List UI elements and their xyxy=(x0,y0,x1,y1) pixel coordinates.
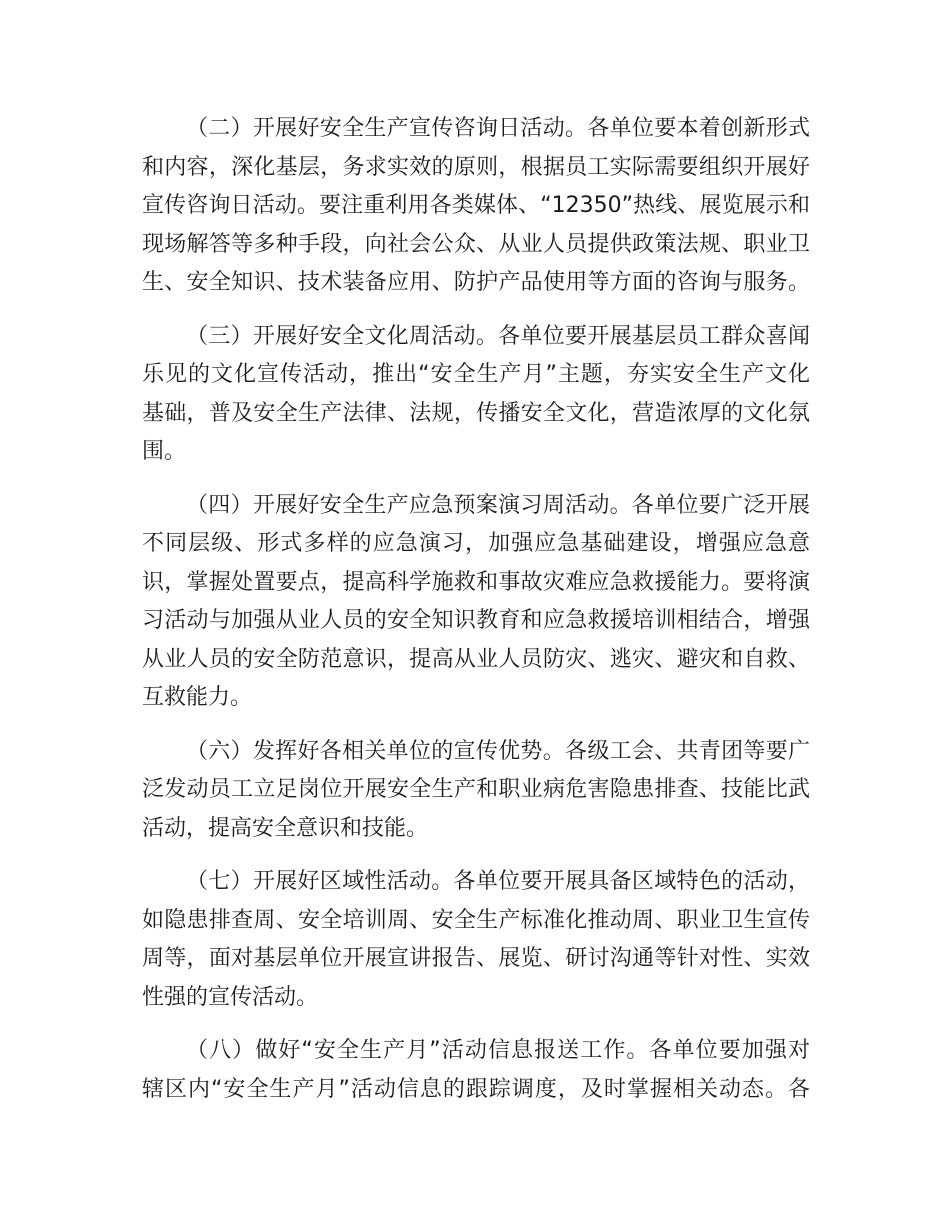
paragraph-line: 活动，提高安全意识和技能。 xyxy=(142,815,429,841)
paragraph-line: 辖区内“安全生产月”活动信息的跟踪调度，及时掌握相关动态。各 xyxy=(142,1076,810,1102)
paragraph-line: 现场解答等多种手段，向社会公众、从业人员提供政策法规、职业卫 xyxy=(142,231,810,257)
paragraph-line: 生、安全知识、技术装备应用、防护产品使用等方面的咨询与服务。 xyxy=(142,270,810,295)
paragraph-line: 基础，普及安全生产法律、法规，传播安全文化，营造浓厚的文化氛 xyxy=(142,400,810,426)
paragraph-6 xyxy=(142,733,810,849)
paragraph-3 xyxy=(142,318,810,472)
paragraph-line: 如隐患排查周、安全培训周、安全生产标准化推动周、职业卫生宣传 xyxy=(142,907,810,933)
paragraph-line: 泛发动员工立足岗位开展安全生产和职业病危害隐患排查、技能比武 xyxy=(142,777,810,802)
paragraph-line: 围。 xyxy=(142,439,187,464)
paragraph-line: （四）开展好安全生产应急预案演习周活动。各单位要广泛开展 xyxy=(186,492,810,518)
paragraph-line: 周等，面对基层单位开展宣讲报告、展览、研讨沟通等针对性、实效 xyxy=(142,946,810,971)
paragraph-line: （八）做好“安全生产月”活动信息报送工作。各单位要加强对 xyxy=(186,1038,811,1063)
paragraph-line: 和内容，深化基层，务求实效的原则，根据员工实际需要组织开展好 xyxy=(142,154,810,180)
paragraph-line: （七）开展好区域性活动。各单位要开展具备区域特色的活动， xyxy=(186,869,810,894)
paragraph-line: 宣传咨询日活动。要注重利用各类媒体、“12350”热线、展览展示和 xyxy=(142,193,810,218)
paragraph-2 xyxy=(142,110,810,303)
paragraph-line: 习活动与加强从业人员的安全知识教育和应急救援培训相结合，增强 xyxy=(142,608,810,633)
paragraph-line: （六）发挥好各相关单位的宣传优势。各级工会、共青团等要广 xyxy=(186,738,810,764)
paragraph-line: 互救能力。 xyxy=(142,685,253,710)
paragraph-line: 不同层级、形式多样的应急演习，加强应急基础建设，增强应急意 xyxy=(142,531,810,556)
paragraph-line: 识，掌握处置要点，提高科学施救和事故灾难应急救援能力。要将演 xyxy=(142,569,810,595)
paragraph-8 xyxy=(142,1032,810,1109)
paragraph-line: 性强的宣传活动。 xyxy=(142,984,319,1010)
paragraph-line: （三）开展好安全文化周活动。各单位要开展基层员工群众喜闻 xyxy=(186,323,810,349)
paragraph-7 xyxy=(142,863,810,1017)
paragraph-line: 从业人员的安全防范意识，提高从业人员防灾、逃灾、避灾和自救、 xyxy=(142,646,810,672)
paragraph-4 xyxy=(142,487,810,718)
paragraph-line: 乐见的文化宣传活动，推出“安全生产月”主题，夯实安全生产文化 xyxy=(142,362,810,387)
paragraph-line: （二）开展好安全生产宣传咨询日活动。各单位要本着创新形式 xyxy=(186,116,810,141)
document-body xyxy=(142,110,810,1124)
